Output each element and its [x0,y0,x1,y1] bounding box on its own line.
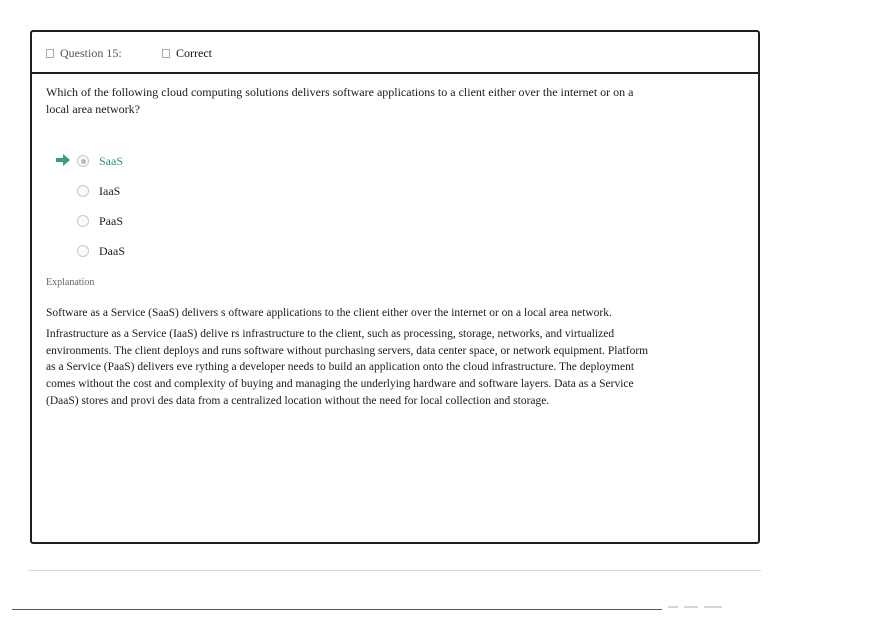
option-daas-label: DaaS [99,243,125,258]
option-paas[interactable] [56,206,125,236]
option-paas-label: PaaS [99,213,123,228]
status-icon [162,49,170,58]
explanation-paragraph-2: Infrastructure as a Service (IaaS) delive rs infrastructure to the client, such as processing, storage, networks, and virtualized environments. The client deploys and runs software without purchasing servers, data center space, or network equipment. Platform as a Service (PaaS) delivers eve rything a developer needs to build an application onto the cloud infrastructure. The deployment comes without the cost and complexity of buying and managing the underlying hardware and software layers. Data as a Service (DaaS) stores and provi des data from a centralized location without the need for local collection and storage. [46,327,649,407]
option-daas[interactable] [56,236,125,266]
divider [28,570,761,571]
question-number [46,46,122,61]
question-header [32,32,758,74]
answer-options [56,146,125,266]
correct-answer-arrow-icon [56,154,70,166]
explanation-paragraph-1: Software as a Service (SaaS) delivers s oftware applications to the client either over the internet or on a local area network. [46,307,612,319]
result-status [162,46,212,61]
collapse-icon[interactable] [46,49,54,58]
explanation-title: Explanation [46,277,95,288]
radio-daas[interactable] [77,245,89,257]
option-iaas[interactable] [56,176,125,206]
radio-saas[interactable] [77,155,89,167]
option-saas[interactable] [56,146,125,176]
result-status-label: Correct [176,46,212,60]
radio-iaas[interactable] [77,185,89,197]
option-iaas-label: IaaS [99,183,121,198]
footer-mark [668,606,678,608]
footer-mark [684,606,698,608]
explanation-text [46,305,651,410]
option-saas-label: SaaS [99,153,123,168]
question-text: Which of the following cloud computing solutions delivers software applications to a client either over the internet or on a local area network? [46,85,634,116]
question-card [30,30,760,544]
footer-divider [12,609,662,610]
question-number-label: Question 15: [60,46,122,60]
radio-paas[interactable] [77,215,89,227]
footer-mark [704,606,722,608]
